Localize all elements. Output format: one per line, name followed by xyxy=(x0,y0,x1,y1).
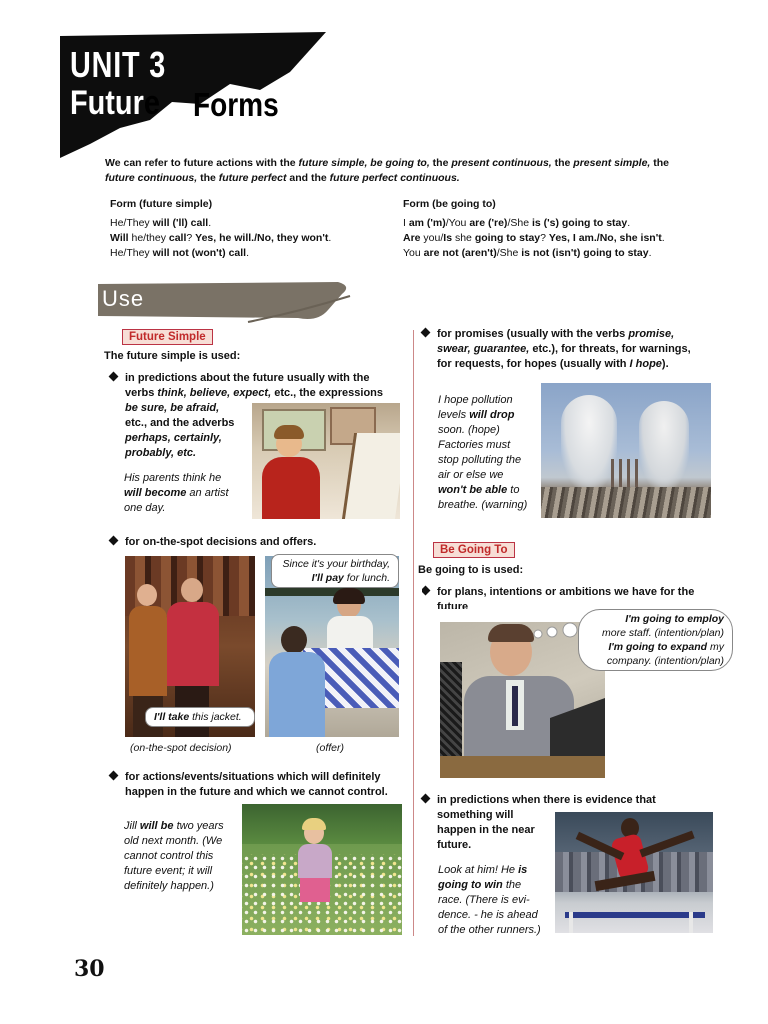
bullet-evidence-predictions: in predictions when there is evidence that something will happen in the near future. xyxy=(422,793,712,853)
bullet-decisions-offers: for on-the-spot decisions and offers. xyxy=(110,535,316,550)
speech-bubble-jacket: I'll take this jacket. xyxy=(145,707,255,727)
form-be-going-to-heading: Form (be going to) xyxy=(403,198,496,210)
unit-title-part1: Future xyxy=(70,84,160,122)
column-divider xyxy=(413,330,414,936)
bullet-plans: for plans, intentions or ambitions we have for the future xyxy=(422,585,722,609)
form-line: He/They will not (won't) call. xyxy=(110,247,250,259)
diamond-bullet-icon xyxy=(109,372,119,382)
diamond-bullet-icon xyxy=(109,536,119,546)
boy-painting-photo xyxy=(252,403,400,519)
caption-offer: (offer) xyxy=(316,742,345,754)
form-line: You are not (aren't)/She is not (isn't) going to stay. xyxy=(403,247,652,259)
hurdle-runner-photo xyxy=(555,812,713,933)
unit-label: UNIT 3 xyxy=(70,44,167,85)
speech-bubble-birthday: Since it's your birthday, I'll pay for lunch. xyxy=(271,554,399,588)
form-line: I am ('m)/You are ('re)/She is ('s) going to stay. xyxy=(403,217,631,229)
caption-decision: (on-the-spot decision) xyxy=(130,742,232,754)
intro-paragraph: We can refer to future actions with the future simple, be going to, the present continuous, the present simple, the future continuous, the future perfect and the future perfect continuous. xyxy=(105,157,669,184)
unit-title-part2: Forms xyxy=(193,86,279,123)
be-going-to-intro: Be going to is used: xyxy=(418,564,524,576)
factory-pollution-photo xyxy=(541,383,711,518)
page-number: 30 xyxy=(74,956,105,982)
diamond-bullet-icon xyxy=(422,586,430,596)
be-going-to-tag: Be Going To xyxy=(433,540,515,558)
example-artist: His parents think he will become an artist one day. xyxy=(124,472,229,514)
diamond-bullet-icon xyxy=(421,794,431,804)
form-line: Are you/Is she going to stay? Yes, I am./No, she isn't. xyxy=(403,232,665,244)
diamond-bullet-icon xyxy=(421,328,431,338)
girl-in-meadow-photo xyxy=(242,804,402,935)
use-section-label: Use xyxy=(102,286,145,311)
example-race: Look at him! He is going to win the race. (There is evi- dence. - he is ahead of the other runners.) xyxy=(438,864,541,936)
future-simple-intro: The future simple is used: xyxy=(104,350,241,362)
form-future-simple xyxy=(110,197,400,261)
bullet-promises: for promises (usually with the verbs promise, swear, guarantee, etc.), for threats, for warnings, for requests, for hopes (usually with I hope). xyxy=(422,327,714,372)
thought-bubble-employ: I'm going to employ more staff. (intention/plan) I'm going to expand my company. (intention/plan) xyxy=(578,609,733,671)
bullet-definite-events: for actions/events/situations which will definitely happen in the future and which we cannot control. xyxy=(110,770,410,800)
example-pollution: I hope pollution levels will drop soon. (hope) Factories must stop polluting the air or else we won't be able to breathe. (warning) xyxy=(438,394,528,511)
future-simple-tag: Future Simple xyxy=(122,327,213,345)
form-be-going-to xyxy=(403,197,723,261)
diamond-bullet-icon xyxy=(109,771,119,781)
bullet-predictions: in predictions about the future usually with the verbs think, believe, expect, etc., the expressions be sure, be afraid, etc., and the adverbs perhaps, certainly, probably, etc. xyxy=(110,371,410,461)
thought-dots-icon xyxy=(532,622,582,640)
form-line: He/They will ('ll) call. xyxy=(110,217,212,229)
example-jill: Jill will be two years old next month. (We cannot control this future event; it will definitely happen.) xyxy=(124,820,224,892)
form-future-simple-heading: Form (future simple) xyxy=(110,198,213,210)
form-line: Will he/they call? Yes, he will./No, they won't. xyxy=(110,232,332,244)
